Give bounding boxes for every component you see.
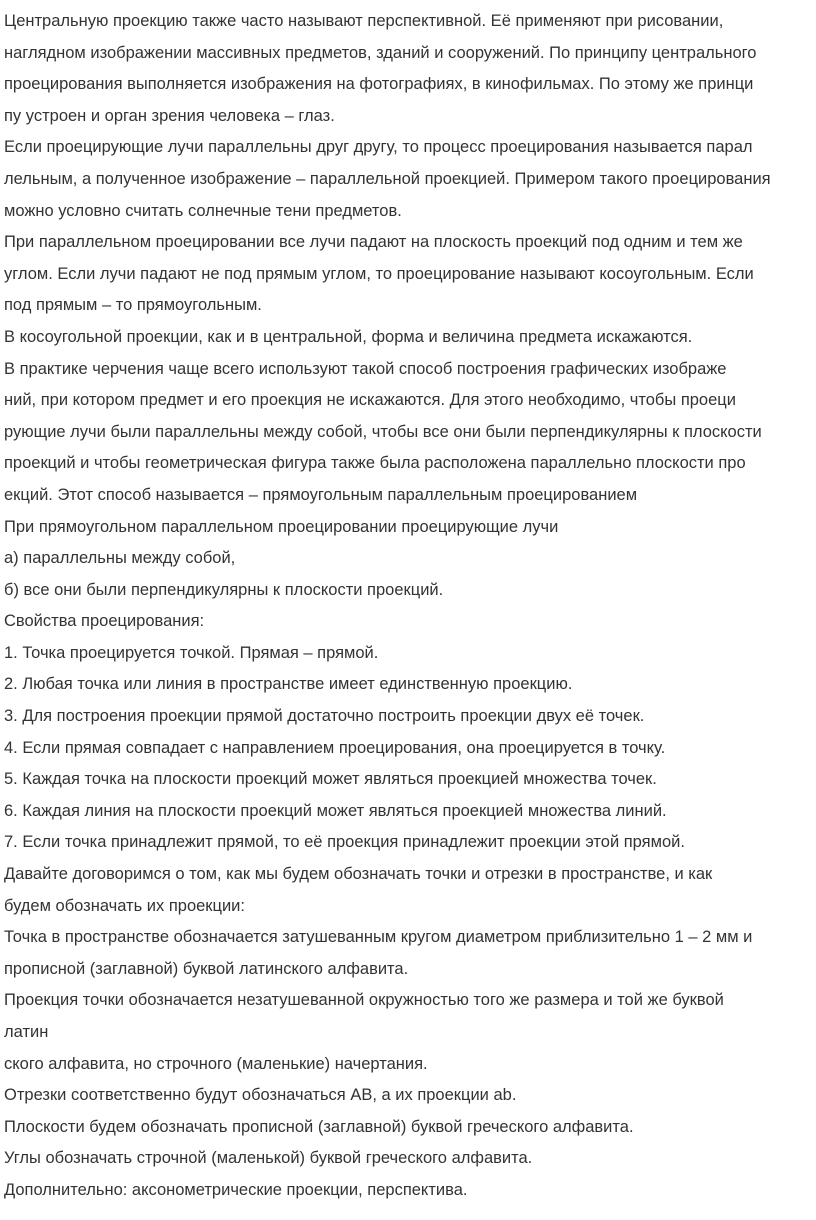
text-line: ний, при котором предмет и его проекция не искажаются. Для этого необходимо, чтобы проеци	[4, 391, 736, 410]
text-line: екций. Этот способ называется – прямоугольным параллельным проецированием	[4, 485, 638, 504]
text-line: под прямым – то прямоугольным.	[4, 296, 262, 315]
text-line: Центральную проекцию также часто называют перспективной. Её применяют при рисовании,	[4, 12, 724, 30]
list-item: 4. Если прямая совпадает с направлением проецирования, она проецируется в точку.	[4, 738, 666, 757]
text-line: Плоскости будем обозначать прописной (заглавной) буквой греческого алфавита.	[4, 1117, 634, 1136]
text-line: можно условно считать солнечные тени предметов.	[4, 201, 402, 220]
text-line: проецирования выполняется изображения на фотографиях, в кинофильмах. По этому же принци	[4, 75, 754, 94]
text-line: лельным, а полученное изображение – параллельной проекцией. Примером такого проецирования	[4, 169, 771, 188]
list-item: а) параллельны между собой,	[4, 549, 236, 568]
text-line: будем обозначать их проекции:	[4, 896, 245, 915]
section-heading: Свойства проецирования:	[4, 612, 205, 631]
list-item: б) все они были перпендикулярны к плоскости проекций.	[4, 580, 444, 599]
list-item: 7. Если точка принадлежит прямой, то её проекция принадлежит проекции этой прямой.	[4, 833, 685, 852]
text-line: латин	[4, 1023, 49, 1041]
text-line: наглядном изображении массивных предметов, зданий и сооружений. По принципу центрального	[4, 43, 757, 62]
list-item: 6. Каждая линия на плоскости проекций может являться проекцией множества линий.	[4, 801, 667, 820]
text-line: ского алфавита, но строчного (маленькие) начертания.	[4, 1054, 428, 1073]
text-line: При параллельном проецировании все лучи падают на плоскость проекций под одним и тем же	[4, 233, 743, 252]
text-line: Углы обозначать строчной (маленькой) буквой греческого алфавита.	[4, 1149, 533, 1168]
text-line: Дополнительно: аксонометрические проекции, перспектива.	[4, 1180, 468, 1199]
list-item: 1. Точка проецируется точкой. Прямая – прямой.	[4, 643, 379, 662]
text-line: Если проецирующие лучи параллельны друг другу, то процесс проецирования называется парал	[4, 138, 753, 157]
text-line: Отрезки соответственно будут обозначаться АВ, а их проекции ab.	[4, 1086, 517, 1105]
text-line: прописной (заглавной) буквой латинского алфавита.	[4, 959, 409, 978]
list-item: 5. Каждая точка на плоскости проекций может являться проекцией множества точек.	[4, 770, 657, 789]
list-item: 3. Для построения проекции прямой достаточно построить проекции двух её точек.	[4, 707, 645, 726]
document-body	[4, 6, 814, 1207]
text-line: проекций и чтобы геометрическая фигура также была расположена параллельно плоскости про	[4, 454, 746, 473]
text-line: Точка в пространстве обозначается затушеванным кругом диаметром приблизительно 1 – 2 мм и	[4, 928, 753, 947]
text-line: углом. Если лучи падают не под прямым углом, то проецирование называют косоугольным. Если	[4, 264, 754, 283]
text-line: При прямоугольном параллельном проецировании проецирующие лучи	[4, 517, 559, 536]
text-line: Проекция точки обозначается незатушеванной окружностью того же размера и той же буквой	[4, 991, 724, 1010]
text-line: пу устроен и орган зрения человека – глаз.	[4, 106, 335, 125]
text-line: В косоугольной проекции, как и в центральной, форма и величина предмета искажаются.	[4, 327, 693, 346]
text-line: В практике черчения чаще всего используют такой способ построения графических изображе	[4, 359, 727, 378]
text-line: рующие лучи были параллельны между собой, чтобы все они были перпендикулярны к плоскости	[4, 422, 762, 441]
list-item: 2. Любая точка или линия в пространстве имеет единственную проекцию.	[4, 675, 573, 694]
text-line: Давайте договоримся о том, как мы будем обозначать точки и отрезки в пространстве, и как	[4, 865, 713, 884]
